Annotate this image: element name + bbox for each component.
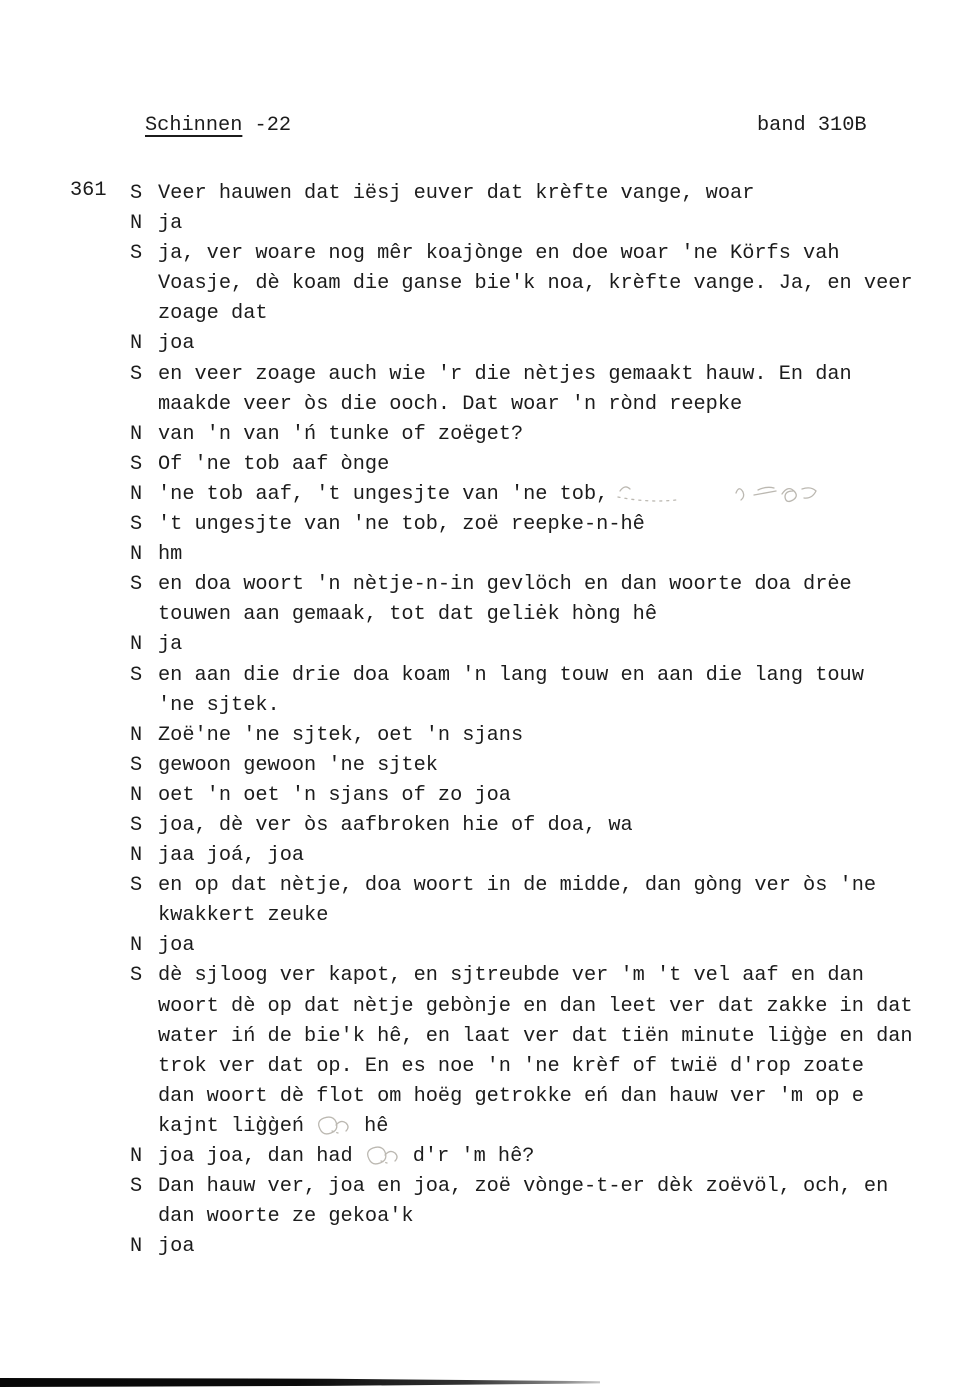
speaker-label: S [130, 813, 143, 837]
page-title-number: -22 [242, 114, 292, 137]
dialog-line [0, 871, 973, 901]
speaker-label: N [130, 482, 143, 506]
dialog-text: kajnt lig̀g̀eń [158, 1114, 305, 1138]
speaker-label: S [130, 182, 143, 205]
dialog-text: en doa woort 'n nètje-n-in gevlöch en dan woorte doa drėe [158, 573, 852, 597]
dialog-text: kwakkert zeuke [158, 904, 329, 928]
dialog-text: en op dat nètje, doa woort in de midde, dan gòng ver òs 'ne [158, 874, 877, 898]
speaker-label: S [130, 663, 143, 687]
speaker-label: N [130, 422, 143, 446]
dialog-line [0, 390, 973, 420]
pencil-scribble-icon [616, 481, 821, 507]
dialog-line [0, 630, 973, 660]
dialog-text: Dan hauw ver, joa en joa, zoë vònge-t-er dèk zoëvöl, och, en [158, 1175, 889, 1199]
dialog-text: Zoë'ne 'ne sjtek, oet 'n sjans [158, 723, 524, 747]
dialog-line [0, 329, 973, 359]
dialog-text: gewoon gewoon 'ne sjtek [158, 753, 438, 777]
dialog-text: van 'n van 'ń tunke of zoëget? [158, 422, 524, 446]
dialog-transcript [0, 179, 973, 1262]
dialog-line [0, 510, 973, 540]
dialog-line [0, 691, 973, 721]
dialog-text: 't ungesjte van 'ne tob, zoë reepke-n-hê [158, 513, 645, 537]
dialog-line [0, 961, 973, 991]
speaker-label: N [130, 633, 143, 657]
dialog-text: hm [158, 543, 183, 567]
dialog-text: Voasje, dè koam die ganse bie'k noa, krèfte vange. Ja, en veer [158, 272, 913, 296]
dialog-text: trok ver dat op. En es noe 'n 'ne krèf of twië d'rop zoate [158, 1054, 864, 1078]
dialog-line [0, 721, 973, 751]
dialog-text: dan woort dè flot om hoëg getrokke eń dan hauw ver 'm op e [158, 1084, 864, 1108]
dialog-line [0, 1022, 973, 1052]
dialog-line [0, 901, 973, 931]
speaker-label: S [130, 1175, 143, 1199]
dialog-line [0, 841, 973, 871]
dialog-text: maakde veer òs die ooch. Dat woar 'n rònd reepke [158, 392, 743, 416]
speaker-label: N [130, 212, 143, 236]
dialog-line [0, 1172, 973, 1202]
dialog-line [0, 540, 973, 570]
dialog-text: ja [158, 212, 183, 236]
dialog-text: en veer zoage auch wie 'r die nètjes gemaakt hauw. En dan [158, 362, 852, 386]
dialog-text: dan woorte ze gekoa'k [158, 1205, 414, 1229]
speaker-label: S [130, 242, 143, 266]
speaker-label: S [130, 573, 143, 597]
dialog-text: water iń de bie'k hê, en laat ver dat tiën minute lig̀g̀e en dan [158, 1024, 913, 1048]
speaker-label: S [130, 362, 143, 386]
dialog-text: Of 'ne tob aaf ònge [158, 452, 390, 476]
pencil-scribble-icon [361, 1143, 407, 1169]
speaker-label: N [130, 934, 143, 958]
dialog-line [0, 420, 973, 450]
speaker-label: N [130, 1145, 143, 1168]
dialog-text: touwen aan gemaak, tot dat geliėk hòng hê [158, 603, 657, 627]
dialog-text: ja, ver woare nog mêr koajònge en doe woar 'ne Körfs vah [158, 242, 840, 266]
page-title-location: Schinnen [145, 114, 243, 137]
dialog-line [0, 480, 973, 510]
dialog-line [0, 179, 973, 209]
speaker-label: S [130, 964, 143, 988]
dialog-line [0, 269, 973, 299]
dialog-line [0, 360, 973, 390]
band-label: band 310B [757, 114, 867, 137]
dialog-text: Veer hauwen dat iësj euver dat krèfte vange, woar [158, 182, 755, 205]
dialog-line [0, 450, 973, 480]
dialog-text: joa joa, dan had [158, 1145, 353, 1168]
speaker-label: S [130, 452, 143, 476]
dialog-line [0, 1052, 973, 1082]
dialog-text: zoage dat [158, 302, 268, 326]
dialog-text: joa [158, 1235, 195, 1259]
dialog-line [0, 811, 973, 841]
dialog-text: d'r 'm hê? [412, 1145, 535, 1168]
dialog-text: joa [158, 934, 195, 958]
dialog-line [0, 1202, 973, 1232]
speaker-label: S [130, 753, 143, 777]
pencil-scribble-icon [312, 1113, 358, 1139]
speaker-label: S [130, 513, 143, 537]
dialog-line [0, 600, 973, 630]
dialog-text: joa [158, 332, 195, 356]
dialog-line [0, 570, 973, 600]
speaker-label: N [130, 783, 143, 807]
dialog-line [0, 751, 973, 781]
dialog-text: oet 'n oet 'n sjans of zo joa [158, 783, 511, 807]
dialog-line [0, 781, 973, 811]
speaker-label: N [130, 1235, 143, 1259]
dialog-text: dè sjloog ver kapot, en sjtreubde ver 'm 't vel aaf en dan [158, 964, 864, 988]
margin-number: 361 [70, 179, 107, 202]
dialog-line [0, 1082, 973, 1112]
dialog-text: jaa joá, joa [158, 844, 305, 868]
page-title [145, 114, 291, 137]
dialog-line [0, 1232, 973, 1262]
dialog-text: ja [158, 633, 183, 657]
dialog-text: woort dè op dat nètje gebònje en dan leet ver dat zakke in dat [158, 994, 913, 1018]
dialog-line [0, 299, 973, 329]
dialog-line [0, 239, 973, 269]
dialog-line [0, 992, 973, 1022]
dialog-line [0, 1142, 973, 1172]
speaker-label: S [130, 874, 143, 898]
dialog-line [0, 209, 973, 239]
dialog-line [0, 931, 973, 961]
speaker-label: N [130, 723, 143, 747]
dialog-line [0, 1112, 973, 1142]
speaker-label: N [130, 844, 143, 868]
dialog-text: hê [364, 1114, 389, 1138]
dialog-line [0, 661, 973, 691]
dialog-text: 'ne tob aaf, 't ungesjte van 'ne tob, [158, 482, 609, 506]
speaker-label: N [130, 543, 143, 567]
bottom-rule [0, 1378, 600, 1387]
dialog-text: joa, dè ver òs aafbroken hie of doa, wa [158, 813, 633, 837]
dialog-text: en aan die drie doa koam 'n lang touw en aan die lang touw [158, 663, 864, 687]
dialog-text: 'ne sjtek. [158, 693, 280, 717]
speaker-label: N [130, 332, 143, 356]
